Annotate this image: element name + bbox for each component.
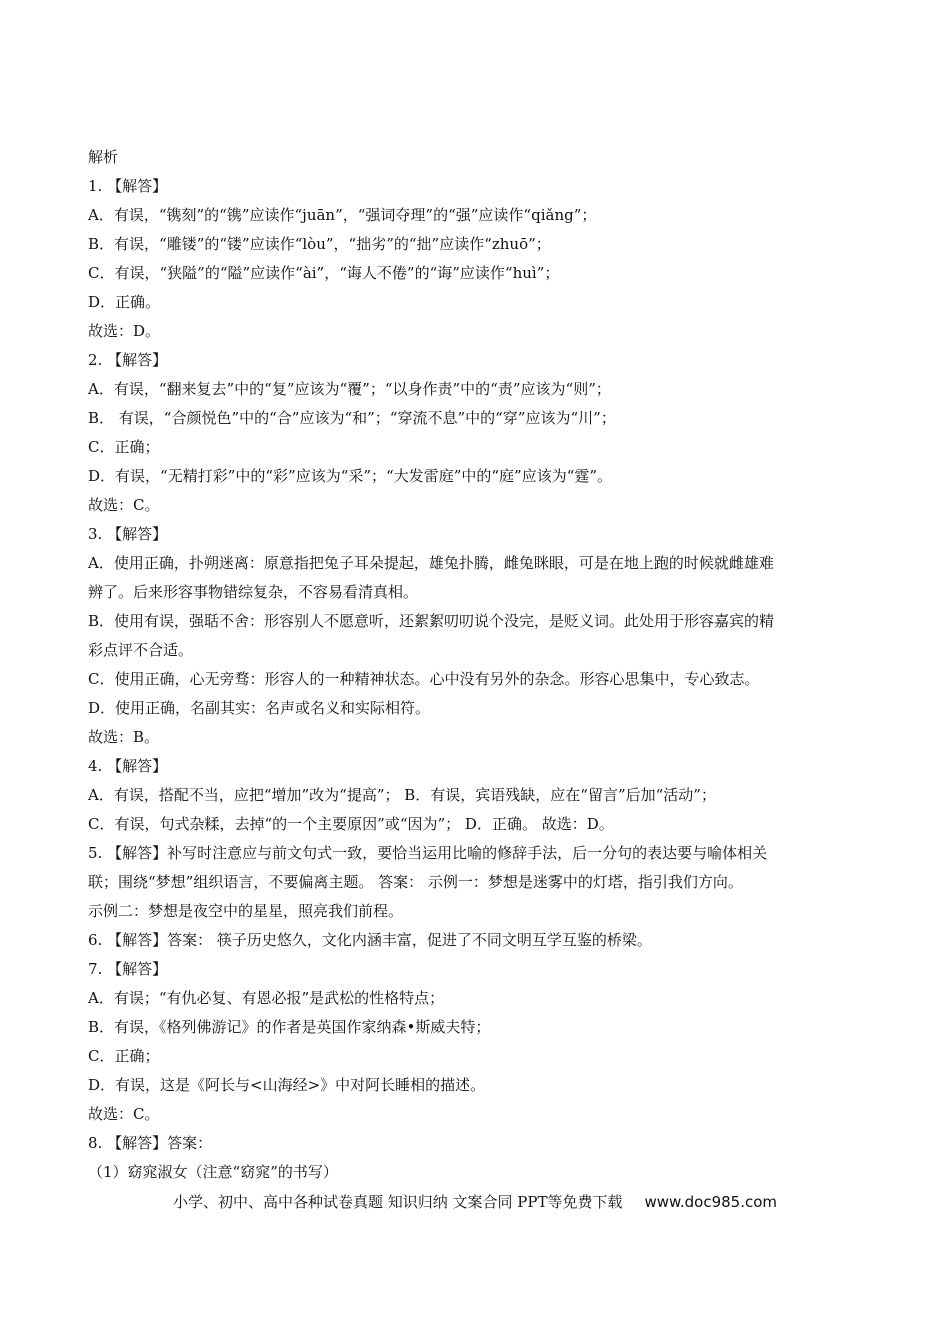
question-5-line3: 示例二：梦想是夜空中的星星，照亮我们前程。 bbox=[88, 902, 404, 920]
q1-option-a: A．有误，“镌刻”的“镌”应读作“juān”，“强词夺理”的“强”应读作“qiǎng”； bbox=[88, 206, 597, 224]
q7-option-d: D．有误，这是《阿长与<山海经>》中对阿长睡相的描述。 bbox=[88, 1076, 486, 1094]
q7-option-a: A．有误；“有仇必复、有恩必报”是武松的性格特点； bbox=[88, 989, 445, 1007]
q2-option-b: B． 有误，“合颜悦色”中的“合”应该为“和”；“穿流不息”中的“穿”应该为“川”； bbox=[88, 409, 616, 427]
q4-options-ab: A．有误，搭配不当，应把“增加”改为“提高”； B．有误，宾语残缺，应在“留言”后加“活动”； bbox=[88, 786, 716, 804]
footer-text: 小学、初中、高中各种试卷真题 知识归纳 文案合同 PPT等免费下载 bbox=[172, 1193, 623, 1211]
q2-answer: 故选：C。 bbox=[88, 496, 160, 514]
question-1-header: 1. 【解答】 bbox=[88, 177, 168, 195]
question-2-header: 2. 【解答】 bbox=[88, 351, 168, 369]
q3-answer: 故选：B。 bbox=[88, 728, 160, 746]
question-8-header: 8. 【解答】答案： bbox=[88, 1134, 213, 1152]
q3-option-a-line1: A．使用正确，扑朔迷离：原意指把兔子耳朵提起，雄兔扑腾，雌兔眯眼，可是在地上跑的时候就雌雄难 bbox=[88, 554, 774, 572]
q3-option-d: D．使用正确，名副其实：名声或名义和实际相符。 bbox=[88, 699, 431, 717]
q7-option-b: B．有误，《格列佛游记》的作者是英国作家纳森•斯威夫特； bbox=[88, 1018, 491, 1036]
q3-option-c: C．使用正确，心无旁骛：形容人的一种精神状态。心中没有另外的杂念。形容心思集中，专心致志。 bbox=[88, 670, 760, 688]
q2-option-a: A．有误，“翻来复去”中的“复”应该为“覆”；“以身作责”中的“责”应该为“则”； bbox=[88, 380, 611, 398]
question-5-line2: 联；围绕“梦想”组织语言，不要偏离主题。 答案： 示例一：梦想是迷雾中的灯塔，指引我们方向。 bbox=[88, 873, 743, 891]
q1-answer: 故选：D。 bbox=[88, 322, 161, 340]
q2-option-c: C．正确； bbox=[88, 438, 160, 456]
page-footer bbox=[0, 1190, 950, 1214]
q1-option-b: B．有误，“雕镂”的“镂”应读作“lòu”，“拙劣”的“拙”应读作“zhuō”； bbox=[88, 235, 551, 253]
q7-answer: 故选：C。 bbox=[88, 1105, 160, 1123]
q1-option-d: D．正确。 bbox=[88, 293, 161, 311]
question-7-header: 7. 【解答】 bbox=[88, 960, 168, 978]
q3-option-b-line1: B．使用有误，强聒不舍：形容别人不愿意听，还絮絮叨叨说个没完，是贬义词。此处用于形容嘉宾的精 bbox=[88, 612, 775, 630]
answer-content bbox=[88, 143, 868, 1187]
question-4-header: 4. 【解答】 bbox=[88, 757, 168, 775]
question-6: 6. 【解答】答案： 筷子历史悠久，文化内涵丰富，促进了不同文明互学互鉴的桥梁。 bbox=[88, 931, 652, 949]
q1-option-c: C．有误，“狭隘”的“隘”应读作“ài”，“诲人不倦”的“诲”应读作“huì”； bbox=[88, 264, 560, 282]
question-3-header: 3. 【解答】 bbox=[88, 525, 168, 543]
section-heading: 解析 bbox=[88, 148, 119, 166]
q8-part-1: （1）窈窕淑女（注意“窈窕”的书写） bbox=[88, 1163, 338, 1181]
q4-options-cd: C．有误，句式杂糅，去掉“的一个主要原因”或“因为”； D．正确。 故选：D。 bbox=[88, 815, 614, 833]
question-5-line1: 5. 【解答】补写时注意应与前文句式一致，要恰当运用比喻的修辞手法，后一分句的表达要与喻体相关 bbox=[88, 844, 768, 862]
footer-site-link[interactable]: www.doc985.com bbox=[644, 1193, 778, 1211]
q7-option-c: C．正确； bbox=[88, 1047, 160, 1065]
q2-option-d: D．有误，“无精打彩”中的“彩”应该为“采”；“大发雷庭”中的“庭”应该为“霆”。 bbox=[88, 467, 613, 485]
q3-option-b-line2: 彩点评不合适。 bbox=[88, 641, 194, 659]
q3-option-a-line2: 辨了。后来形容事物错综复杂，不容易看清真相。 bbox=[88, 583, 419, 601]
